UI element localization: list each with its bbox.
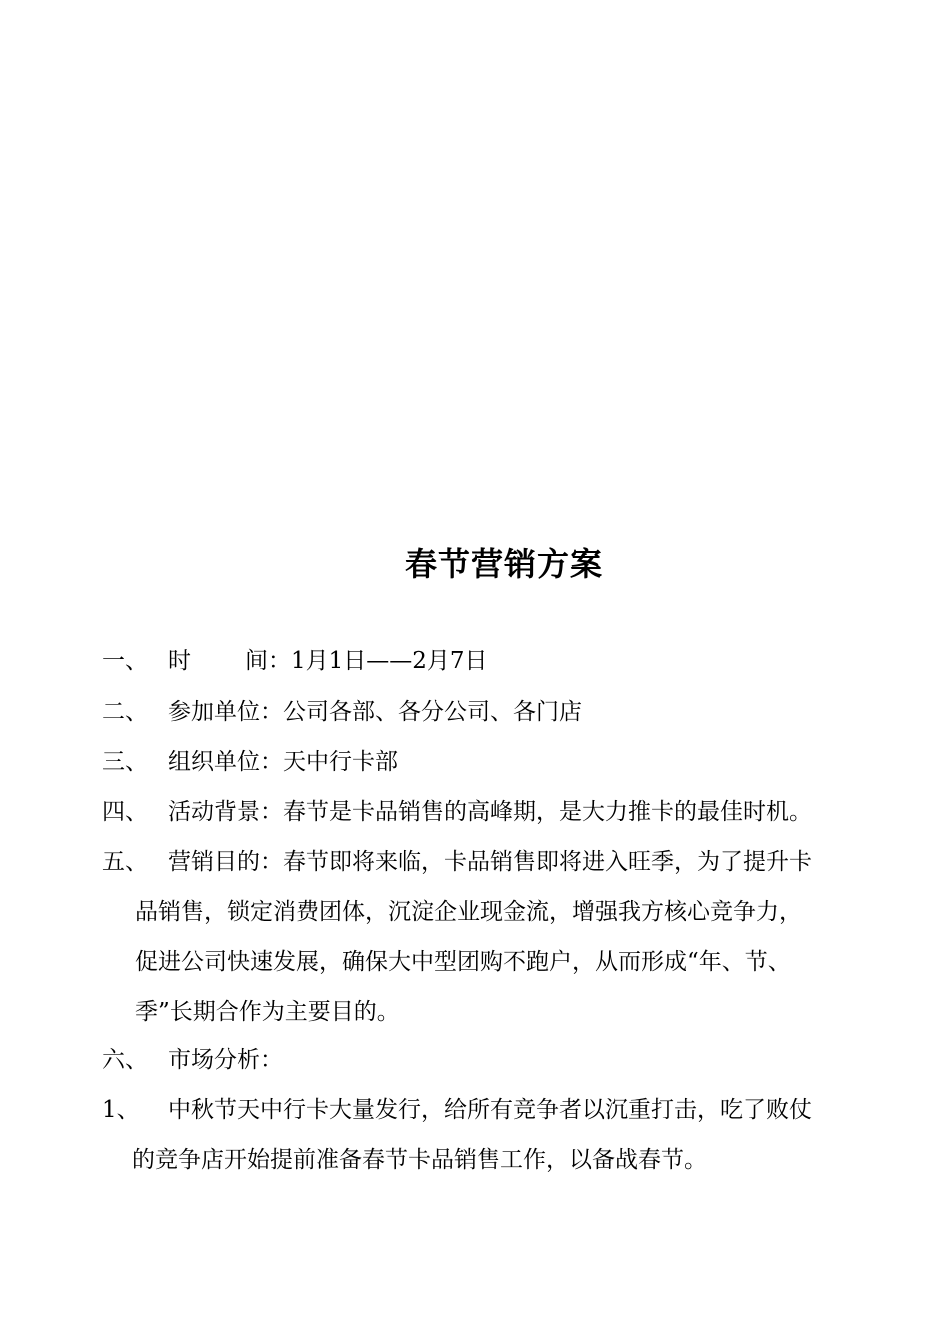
- item-text: 参加单位：公司各部、各分公司、各门店: [168, 699, 582, 725]
- item-number: 三、: [102, 749, 148, 775]
- item-text: 1月1日——2月7日: [291, 648, 488, 674]
- item-number: 六、: [102, 1047, 148, 1073]
- item-text-line: 中秋节天中行卡大量发行，给所有竞争者以沉重打击，吃了败仗: [168, 1097, 812, 1123]
- item-label-part: 时: [168, 648, 191, 674]
- item-text: 活动背景：春节是卡品销售的高峰期，是大力推卡的最佳时机。: [168, 799, 812, 825]
- item-number: 四、: [102, 799, 148, 825]
- item-text-line: 营销目的：春节即将来临，卡品销售即将进入旺季，为了提升卡: [168, 849, 812, 875]
- item-text-line: 的竞争店开始提前准备春节卡品销售工作，以备战春节。: [132, 1147, 707, 1173]
- item-number: 二、: [102, 699, 148, 725]
- item-text: 市场分析：: [168, 1047, 283, 1073]
- item-text-line: 品销售，锁定消费团体，沉淀企业现金流，增强我方核心竞争力，: [135, 899, 802, 925]
- item-text-line: 季”长期合作为主要目的。: [135, 999, 400, 1025]
- item-number: 五、: [102, 849, 148, 875]
- item-text: 组织单位：天中行卡部: [168, 749, 398, 775]
- item-label-part: 间：: [245, 648, 291, 674]
- document-title: 春节营销方案: [404, 545, 603, 583]
- item-number: 一、: [102, 648, 148, 674]
- item-text-line: 促进公司快速发展，确保大中型团购不跑户，从而形成“年、节、: [135, 949, 791, 975]
- item-number: 1、: [102, 1097, 140, 1123]
